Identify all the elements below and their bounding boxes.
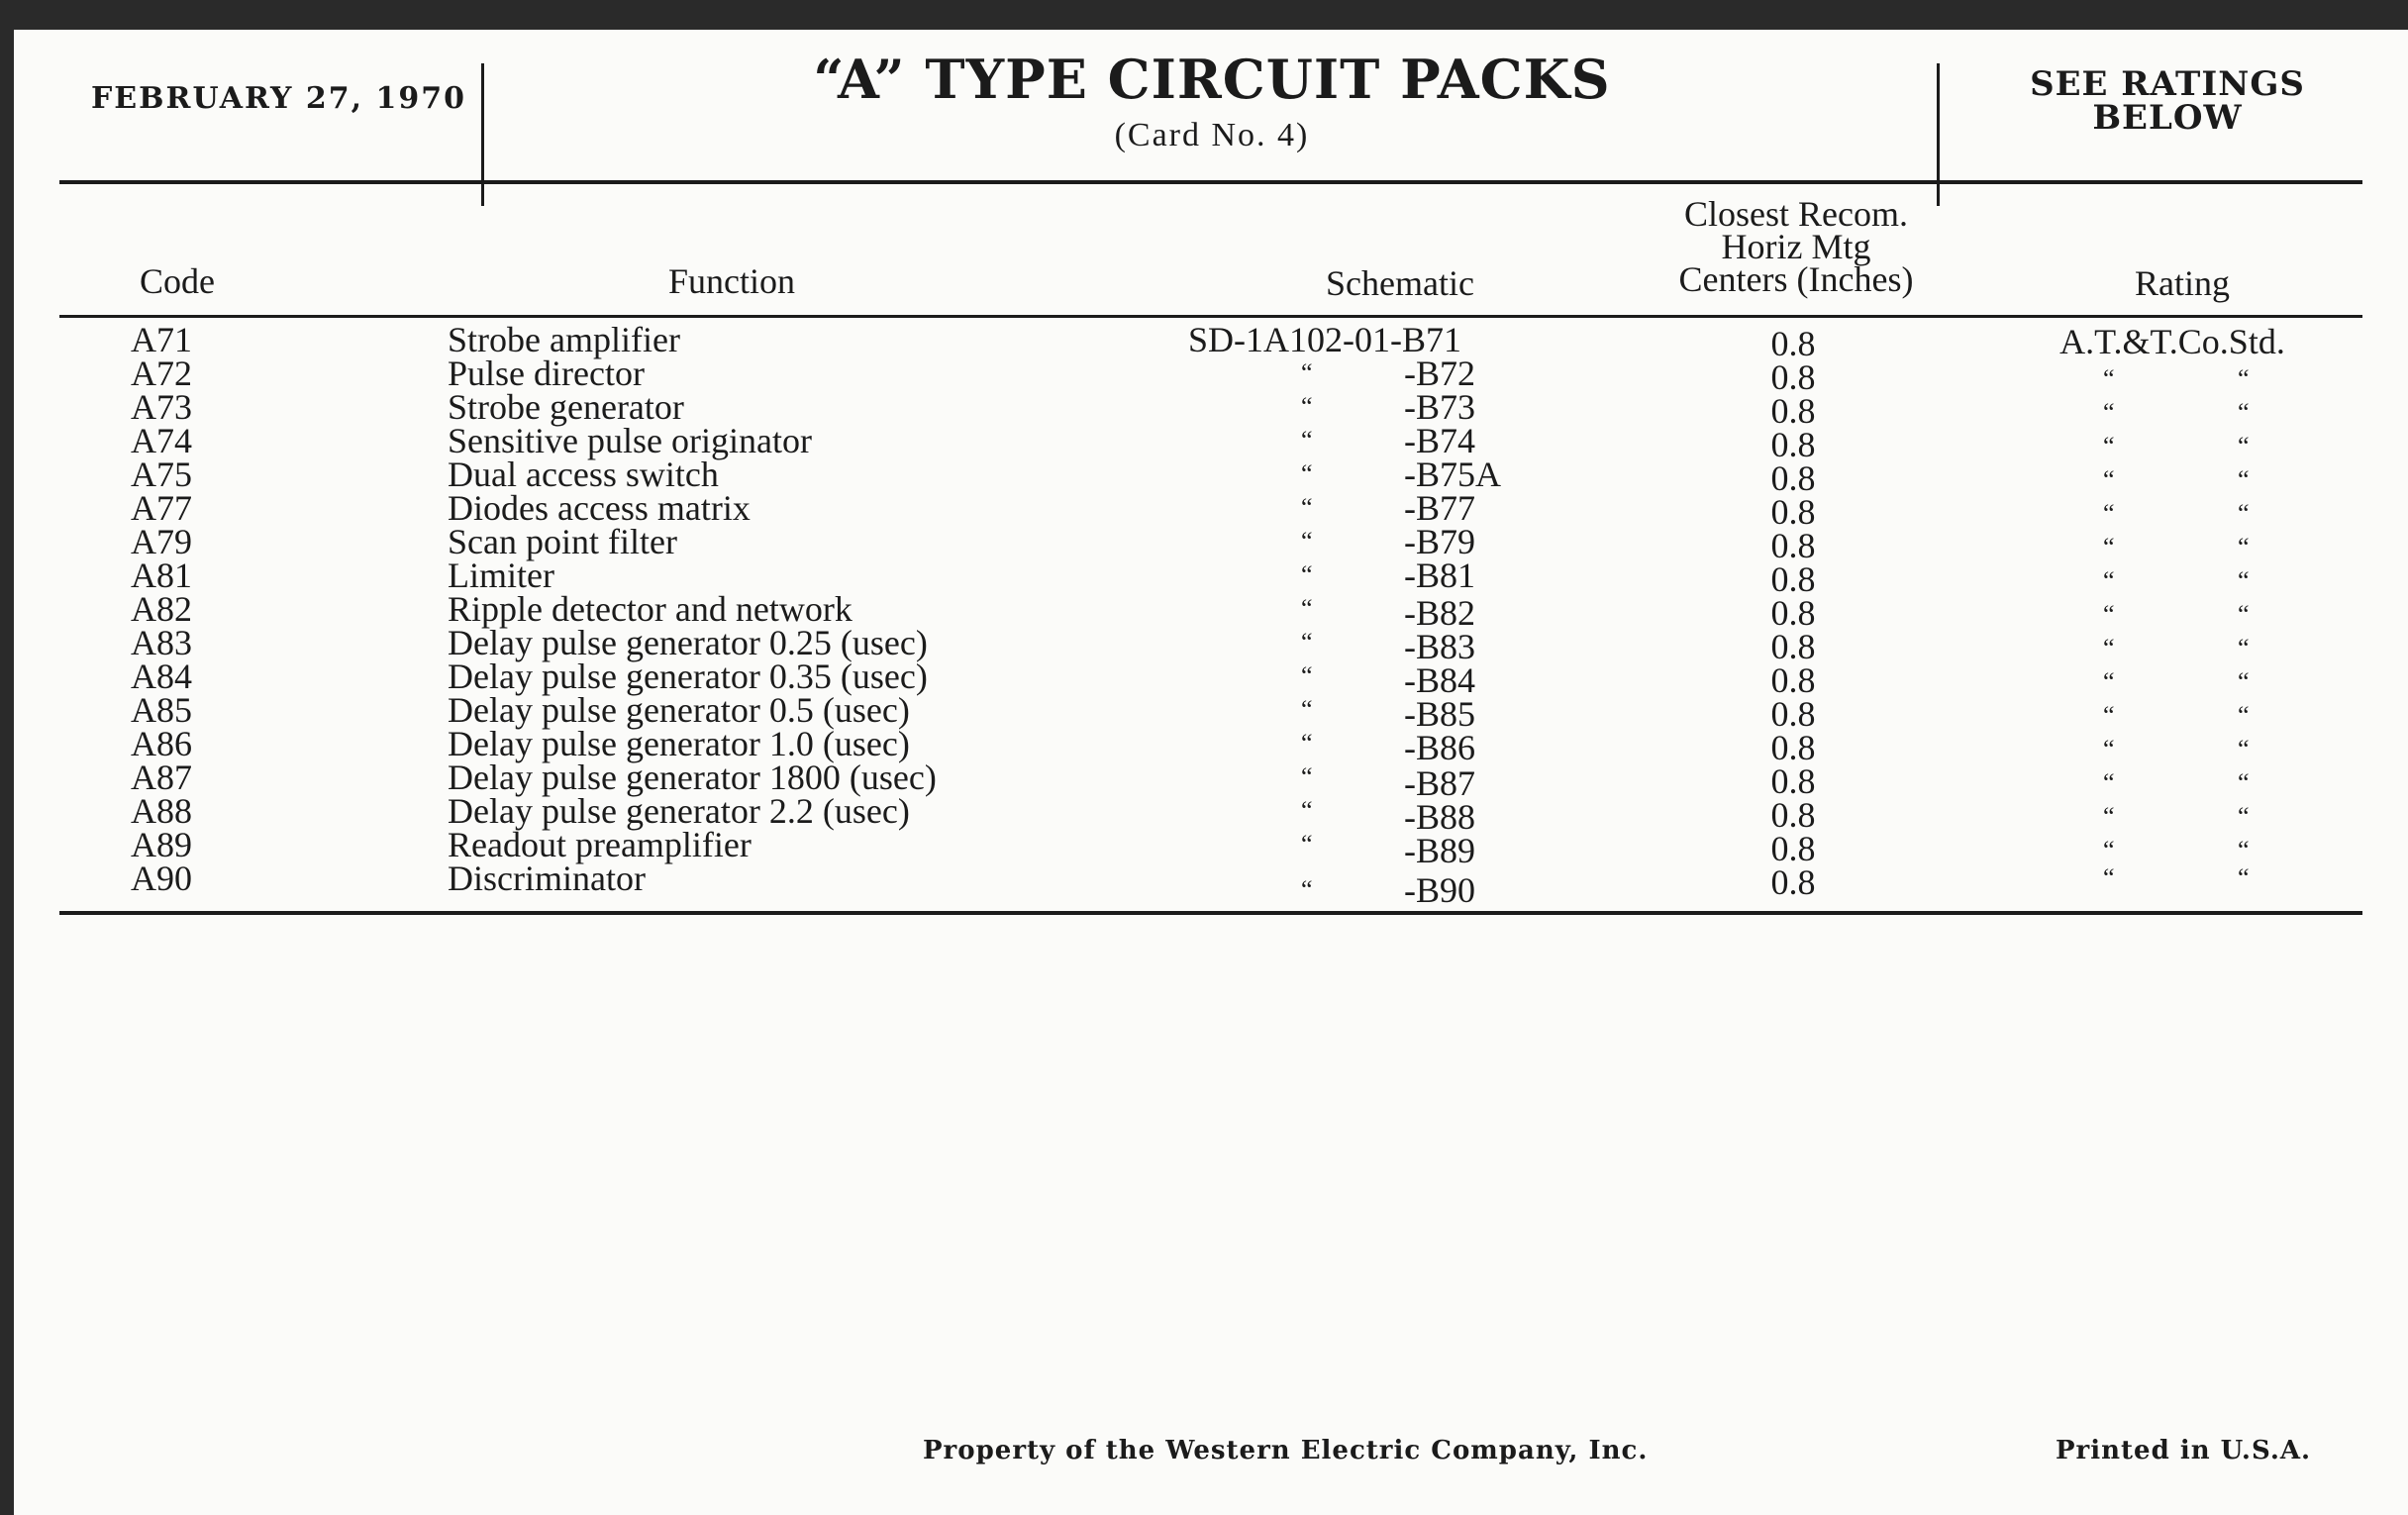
table-row bbox=[14, 656, 2408, 700]
ditto-mark: “ bbox=[2238, 863, 2250, 892]
ditto-mark: “ bbox=[2238, 735, 2250, 763]
ditto-mark: “ bbox=[2103, 566, 2115, 595]
centers-cell: 0.8 bbox=[1770, 829, 1816, 868]
table-row bbox=[14, 791, 2408, 837]
schematic-cell: -B82 bbox=[1404, 593, 1475, 633]
schematic-cell: -B83 bbox=[1404, 627, 1475, 666]
ditto-mark: “ bbox=[2238, 667, 2250, 696]
schematic-cell: -B73 bbox=[1404, 387, 1475, 427]
table-row bbox=[14, 421, 2408, 464]
ditto-mark: “ bbox=[2238, 364, 2250, 393]
function-cell: Scan point filter bbox=[448, 522, 677, 561]
centers-header-line1: Closest Recom. bbox=[1684, 194, 1908, 234]
ditto-mark: “ bbox=[2103, 533, 2115, 561]
centers-cell: 0.8 bbox=[1770, 559, 1816, 599]
code-cell: A81 bbox=[131, 556, 192, 595]
centers-cell: 0.8 bbox=[1770, 761, 1816, 801]
table-row bbox=[14, 858, 2408, 910]
centers-cell: 0.8 bbox=[1770, 391, 1816, 431]
ditto-mark: “ bbox=[2238, 533, 2250, 561]
function-cell: Strobe generator bbox=[448, 387, 684, 427]
ditto-mark: “ bbox=[2238, 398, 2250, 427]
ditto-mark: “ bbox=[1301, 729, 1313, 758]
schematic-cell: -B77 bbox=[1404, 488, 1475, 528]
ditto-mark: “ bbox=[1301, 796, 1313, 825]
centers-header-line2: Horiz Mtg bbox=[1721, 227, 1871, 266]
ditto-mark: “ bbox=[1301, 493, 1313, 522]
ditto-mark: “ bbox=[2103, 701, 2115, 730]
schematic-cell: -B88 bbox=[1404, 797, 1475, 837]
ditto-mark: “ bbox=[2238, 768, 2250, 797]
column-header-schematic: Schematic bbox=[1326, 263, 1474, 303]
code-cell: A87 bbox=[131, 758, 192, 797]
ditto-mark: “ bbox=[2103, 364, 2115, 393]
code-cell: A82 bbox=[131, 589, 192, 629]
ditto-mark: “ bbox=[1301, 459, 1313, 488]
ditto-mark: “ bbox=[2103, 667, 2115, 696]
ditto-mark: “ bbox=[1301, 875, 1313, 904]
centers-cell: 0.8 bbox=[1770, 492, 1816, 532]
table-row bbox=[14, 522, 2408, 565]
centers-cell: 0.8 bbox=[1770, 357, 1816, 397]
centers-cell: 0.8 bbox=[1770, 526, 1816, 565]
centers-cell: 0.8 bbox=[1770, 627, 1816, 666]
ditto-mark: “ bbox=[2103, 432, 2115, 460]
table-row bbox=[14, 488, 2408, 532]
card-title: “A” TYPE CIRCUIT PACKS bbox=[813, 48, 1611, 111]
function-cell: Limiter bbox=[448, 556, 554, 595]
column-header-centers bbox=[1618, 194, 1974, 299]
table-row bbox=[14, 387, 2408, 431]
ditto-mark: “ bbox=[2238, 634, 2250, 662]
column-header-rating: Rating bbox=[2135, 263, 2230, 303]
table-row bbox=[14, 454, 2408, 498]
function-cell: Dual access switch bbox=[448, 454, 719, 494]
function-cell: Ripple detector and network bbox=[448, 589, 853, 629]
function-cell: Delay pulse generator 0.35 (usec) bbox=[448, 656, 928, 696]
ditto-mark: “ bbox=[2103, 600, 2115, 629]
ditto-mark: “ bbox=[2238, 465, 2250, 494]
code-cell: A71 bbox=[131, 320, 192, 359]
table-row bbox=[14, 758, 2408, 803]
ditto-mark: “ bbox=[2238, 499, 2250, 528]
schematic-cell: -B84 bbox=[1404, 660, 1475, 700]
table-bottom-rule bbox=[59, 911, 2362, 915]
catalog-card bbox=[14, 30, 2408, 1515]
ditto-mark: “ bbox=[1301, 762, 1313, 791]
table-row bbox=[14, 690, 2408, 734]
header-divider-left bbox=[481, 63, 484, 206]
schematic-cell: -B86 bbox=[1404, 728, 1475, 767]
schematic-cell: -B81 bbox=[1404, 556, 1475, 595]
code-cell: A83 bbox=[131, 623, 192, 662]
ditto-mark: “ bbox=[2103, 398, 2115, 427]
code-cell: A77 bbox=[131, 488, 192, 528]
schematic-cell: SD-1A102-01-B71 bbox=[1188, 320, 1461, 359]
centers-cell: 0.8 bbox=[1770, 425, 1816, 464]
schematic-cell: -B90 bbox=[1404, 870, 1475, 910]
schematic-cell: -B89 bbox=[1404, 831, 1475, 870]
ditto-mark: “ bbox=[2103, 735, 2115, 763]
centers-cell: 0.8 bbox=[1770, 660, 1816, 700]
ditto-mark: “ bbox=[1301, 830, 1313, 858]
code-cell: A74 bbox=[131, 421, 192, 460]
table-row bbox=[14, 354, 2408, 397]
function-cell: Readout preamplifier bbox=[448, 825, 752, 864]
column-header-rule bbox=[59, 315, 2362, 318]
code-cell: A90 bbox=[131, 858, 192, 898]
function-cell: Diodes access matrix bbox=[448, 488, 751, 528]
schematic-cell: -B72 bbox=[1404, 354, 1475, 393]
function-cell: Sensitive pulse originator bbox=[448, 421, 812, 460]
ditto-mark: “ bbox=[2238, 566, 2250, 595]
centers-cell: 0.8 bbox=[1770, 862, 1816, 902]
function-cell: Discriminator bbox=[448, 858, 646, 898]
function-cell: Delay pulse generator 1.0 (usec) bbox=[448, 724, 910, 763]
printed-notice: Printed in U.S.A. bbox=[2056, 1436, 2312, 1465]
ditto-mark: “ bbox=[2103, 863, 2115, 892]
ditto-mark: “ bbox=[1301, 661, 1313, 690]
function-cell: Delay pulse generator 0.25 (usec) bbox=[448, 623, 928, 662]
ditto-mark: “ bbox=[2103, 465, 2115, 494]
header-divider-right bbox=[1937, 63, 1940, 206]
property-notice: Property of the Western Electric Company, Inc. bbox=[923, 1436, 1649, 1465]
ditto-mark: “ bbox=[1301, 527, 1313, 556]
code-cell: A88 bbox=[131, 791, 192, 831]
header-rule bbox=[59, 180, 2362, 184]
centers-cell: 0.8 bbox=[1770, 728, 1816, 767]
ditto-mark: “ bbox=[1301, 426, 1313, 454]
function-cell: Delay pulse generator 2.2 (usec) bbox=[448, 791, 910, 831]
ditto-mark: “ bbox=[1301, 628, 1313, 656]
table-row bbox=[14, 556, 2408, 599]
centers-cell: 0.8 bbox=[1770, 324, 1816, 363]
function-cell: Delay pulse generator 1800 (usec) bbox=[448, 758, 937, 797]
table-row bbox=[14, 623, 2408, 666]
schematic-cell: -B74 bbox=[1404, 421, 1475, 460]
code-cell: A89 bbox=[131, 825, 192, 864]
centers-header-line3: Centers (Inches) bbox=[1678, 259, 1914, 299]
code-cell: A73 bbox=[131, 387, 192, 427]
ditto-mark: “ bbox=[2238, 701, 2250, 730]
ditto-mark: “ bbox=[1301, 358, 1313, 387]
column-header-code: Code bbox=[140, 261, 215, 301]
table-row bbox=[14, 724, 2408, 767]
ditto-mark: “ bbox=[1301, 392, 1313, 421]
table-row bbox=[14, 825, 2408, 870]
code-cell: A72 bbox=[131, 354, 192, 393]
ditto-mark: “ bbox=[2103, 836, 2115, 864]
table-row bbox=[14, 589, 2408, 633]
ditto-mark: “ bbox=[1301, 560, 1313, 589]
ditto-mark: “ bbox=[2103, 802, 2115, 831]
code-cell: A85 bbox=[131, 690, 192, 730]
ditto-mark: “ bbox=[2238, 600, 2250, 629]
function-cell: Delay pulse generator 0.5 (usec) bbox=[448, 690, 910, 730]
schematic-cell: -B87 bbox=[1404, 763, 1475, 803]
card-subtitle: (Card No. 4) bbox=[1114, 117, 1310, 153]
ratings-note-line1: SEE RATINGS bbox=[2030, 64, 2305, 104]
function-cell: Pulse director bbox=[448, 354, 645, 393]
rating-cell: A.T.&T.Co.Std. bbox=[2059, 322, 2285, 361]
schematic-cell: -B75A bbox=[1404, 454, 1501, 494]
centers-cell: 0.8 bbox=[1770, 694, 1816, 734]
ditto-mark: “ bbox=[2238, 836, 2250, 864]
ratings-note-line2: BELOW bbox=[2092, 98, 2243, 138]
code-cell: A79 bbox=[131, 522, 192, 561]
code-cell: A84 bbox=[131, 656, 192, 696]
code-cell: A75 bbox=[131, 454, 192, 494]
ditto-mark: “ bbox=[1301, 695, 1313, 724]
schematic-cell: -B79 bbox=[1404, 522, 1475, 561]
card-date: FEBRUARY 27, 1970 bbox=[91, 81, 466, 116]
ditto-mark: “ bbox=[1301, 594, 1313, 623]
ditto-mark: “ bbox=[2238, 802, 2250, 831]
code-cell: A86 bbox=[131, 724, 192, 763]
ditto-mark: “ bbox=[2238, 432, 2250, 460]
centers-cell: 0.8 bbox=[1770, 795, 1816, 835]
ditto-mark: “ bbox=[2103, 768, 2115, 797]
ditto-mark: “ bbox=[2103, 634, 2115, 662]
schematic-cell: -B85 bbox=[1404, 694, 1475, 734]
function-cell: Strobe amplifier bbox=[448, 320, 680, 359]
ditto-mark: “ bbox=[2103, 499, 2115, 528]
column-header-function: Function bbox=[667, 261, 795, 301]
table-row bbox=[14, 320, 2408, 363]
centers-cell: 0.8 bbox=[1770, 458, 1816, 498]
centers-cell: 0.8 bbox=[1770, 593, 1816, 633]
ratings-note bbox=[1955, 64, 2380, 138]
